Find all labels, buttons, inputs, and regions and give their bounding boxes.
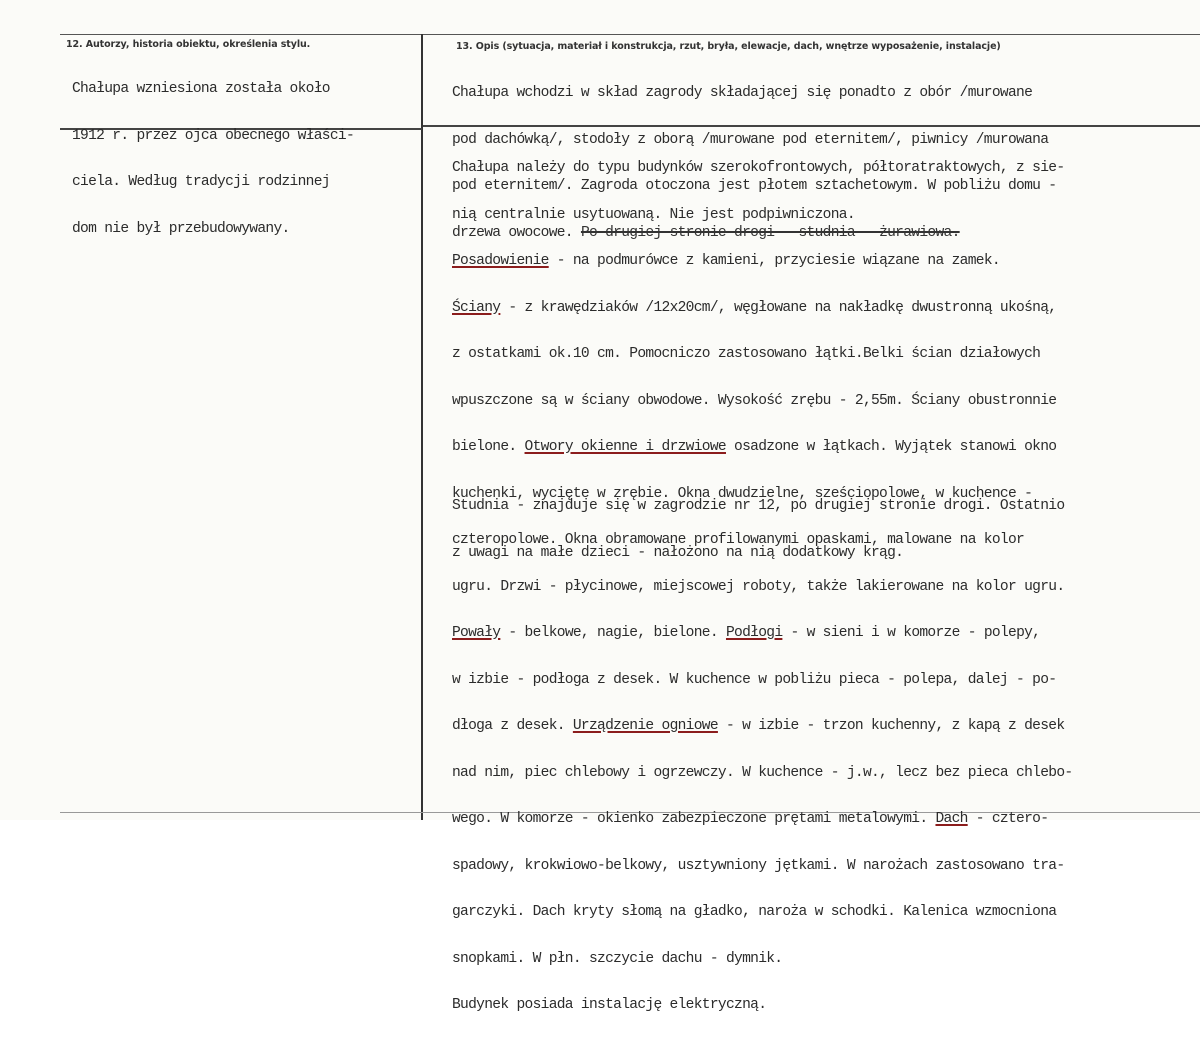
desc-line bbox=[452, 626, 1072, 642]
desc-line: kuchenki, wycięte w zrębie. Okna dwudzielne, sześciopolowe, w kuchence - bbox=[452, 485, 1033, 502]
section12-line: dom nie był przebudowywany. bbox=[72, 220, 290, 237]
desc-line bbox=[452, 301, 1072, 317]
desc-line: Chałupa należy do typu budynków szerokofrontowych, półtoratraktowych, z sie- bbox=[452, 160, 1065, 176]
desc-line bbox=[452, 254, 1072, 270]
label-sciany: Ściany bbox=[452, 299, 501, 316]
section12-line: 1912 r. przez ojca obecnego właści- bbox=[72, 127, 355, 144]
column-divider bbox=[421, 34, 423, 820]
section13-well bbox=[452, 468, 1064, 592]
intro-line-text: drzewa owocowe. bbox=[452, 224, 581, 241]
desc-text: - w sieni i w komorze - polepy, bbox=[782, 625, 1041, 641]
desc-text: - na podmurówce z kamieni, przyciesie wiązane na zamek. bbox=[548, 253, 1000, 269]
label-otwory: Otwory okienne i drzwiowe bbox=[524, 439, 726, 455]
section13-heading: 13. Opis (sytuacja, materiał i konstrukcja, rzut, bryła, elewacje, dach, wnętrze wyposażenie, instalacje) bbox=[456, 41, 1001, 52]
label-dach: Dach bbox=[935, 811, 968, 827]
desc-line: ugru. Drzwi - płycinowe, miejscowej roboty, także lakierowane na kolor ugru. bbox=[452, 578, 1065, 595]
desc-text: dłoga z desek. bbox=[452, 718, 573, 734]
section12-text bbox=[72, 51, 354, 268]
desc-line: czteropolowe. Okna obramowane profilowanymi opaskami, malowane na kolor bbox=[452, 532, 1025, 548]
desc-text: - w izbie - trzon kuchenny, z kapą z desek bbox=[717, 718, 1065, 734]
intro-line: pod dachówką/, stodoły z oborą /murowane pod eternitem/, piwnicy /murowana bbox=[452, 131, 1049, 148]
desc-text: - belkowe, nagie, bielone. bbox=[500, 625, 726, 641]
desc-line bbox=[452, 719, 1072, 735]
desc-line: snopkami. W płn. szczycie dachu - dymnik. bbox=[452, 950, 783, 967]
intro-line: pod eternitem/. Zagroda otoczona jest płotem sztachetowym. W pobliżu domu - bbox=[452, 178, 1057, 194]
section12-heading: 12. Autorzy, historia obiektu, określenia stylu. bbox=[66, 39, 311, 50]
well-line: Studnia - znajduje się w zagrodzie nr 12, po drugiej stronie drogi. Ostatnio bbox=[452, 498, 1065, 514]
label-posadowienie: Posadowienie bbox=[452, 253, 549, 269]
section12-line: ciela. Według tradycji rodzinnej bbox=[72, 174, 330, 190]
desc-text: bielone. bbox=[452, 439, 525, 455]
struck-out-text: Po drugiej stronie drogi - studnia - żurawiowa. bbox=[580, 224, 960, 241]
desc-line: nad nim, piec chlebowy i ogrzewczy. W kuchence - j.w., lecz bez pieca chlebo- bbox=[452, 764, 1073, 781]
desc-text: wego. W komorze - okienko zabezpieczone prętami metalowymi. bbox=[452, 811, 936, 827]
desc-line: Budynek posiada instalację elektryczną. bbox=[452, 997, 767, 1013]
desc-line: wpuszczone są w ściany obwodowe. Wysokość zrębu - 2,55m. Ściany obustronnie bbox=[452, 392, 1057, 409]
desc-line: w izbie - podłoga z desek. W kuchence w pobliżu pieca - polepa, dalej - po- bbox=[452, 671, 1057, 688]
intro-line: Chałupa wchodzi w skład zagrody składającej się ponadto z obór /murowane bbox=[452, 85, 1033, 101]
desc-line: z ostatkami ok.10 cm. Pomocniczo zastosowano łątki.Belki ścian działowych bbox=[452, 346, 1041, 362]
desc-line: garczyki. Dach kryty słomą na gładko, naroża w schodki. Kalenica wzmocniona bbox=[452, 904, 1057, 920]
desc-line bbox=[452, 440, 1072, 456]
desc-line: spadowy, krokwiowo-belkowy, usztywniony jętkami. W narożach zastosowano tra- bbox=[452, 857, 1065, 874]
section12-line: Chałupa wzniesiona została około bbox=[72, 81, 330, 97]
desc-text: - cztero- bbox=[967, 811, 1049, 827]
well-line: z uwagi na małe dzieci - nałożono na nią dodatkowy krąg. bbox=[452, 544, 904, 561]
desc-line: nią centralnie usytuowaną. Nie jest podpiwniczona. bbox=[452, 206, 855, 223]
top-rule bbox=[60, 34, 1200, 35]
label-podlogi: Podłogi bbox=[725, 625, 783, 641]
desc-text: osadzone w łątkach. Wyjątek stanowi okno bbox=[725, 439, 1057, 455]
desc-text: - z krawędziaków /12x20cm/, węgłowane na nakładkę dwustronną ukośną, bbox=[500, 299, 1057, 316]
label-powaly: Powały bbox=[452, 625, 501, 641]
label-urzadzenie-ogniowe: Urządzenie ogniowe bbox=[572, 718, 718, 734]
desc-line bbox=[452, 812, 1072, 828]
